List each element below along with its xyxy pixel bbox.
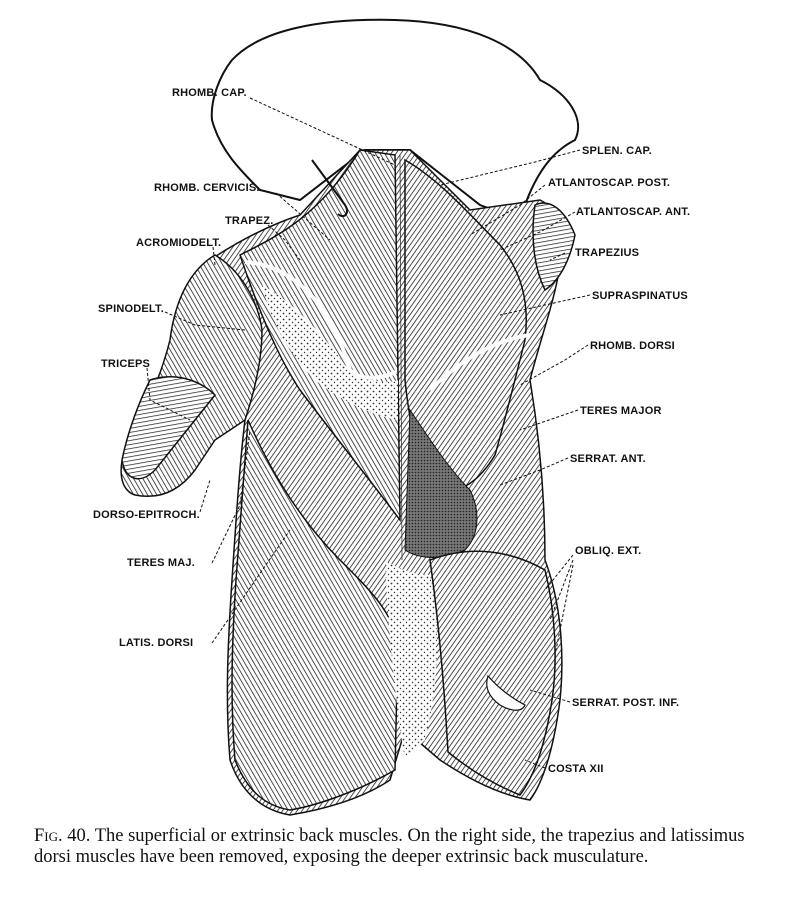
label-obliq-ext: OBLIQ. EXT.: [575, 545, 642, 557]
label-rhomb-cap: RHOMB. CAP.: [172, 87, 247, 99]
label-supraspinatus: SUPRASPINATUS: [592, 290, 688, 302]
label-teres-major: TERES MAJOR: [580, 405, 662, 417]
label-trapez: TRAPEZ.: [225, 215, 274, 227]
label-trapezius: TRAPEZIUS: [575, 247, 640, 259]
label-costa-xii: COSTA XII: [548, 763, 604, 775]
label-serrat-post-inf: SERRAT. POST. INF.: [572, 697, 680, 709]
label-triceps: TRICEPS: [101, 358, 151, 370]
label-latis-dorsi: LATIS. DORSI: [119, 637, 194, 649]
label-acromiodelt: ACROMIODELT.: [136, 237, 222, 249]
label-teres-maj: TERES MAJ.: [127, 557, 196, 569]
caption-text: The superficial or extrinsic back muscles. On the right side, the trapezius and latissimus dorsi muscles have been removed, exposing the deeper extrinsic back musculature.: [34, 826, 745, 867]
label-serrat-ant: SERRAT. ANT.: [570, 453, 646, 465]
label-atlantoscap-post: ATLANTOSCAP. POST.: [548, 177, 671, 189]
label-dorso-epitroch: DORSO-EPITROCH.: [93, 509, 200, 521]
figure-number: Fig. 40.: [34, 826, 91, 846]
label-rhomb-cervicis: RHOMB. CERVICIS.: [154, 182, 260, 194]
label-atlantoscap-ant: ATLANTOSCAP. ANT.: [576, 206, 691, 218]
figure-caption: [34, 826, 782, 868]
label-splen-cap: SPLEN. CAP.: [582, 145, 652, 157]
label-rhomb-dorsi: RHOMB. DORSI: [590, 340, 675, 352]
label-spinodelt: SPINODELT.: [98, 303, 164, 315]
